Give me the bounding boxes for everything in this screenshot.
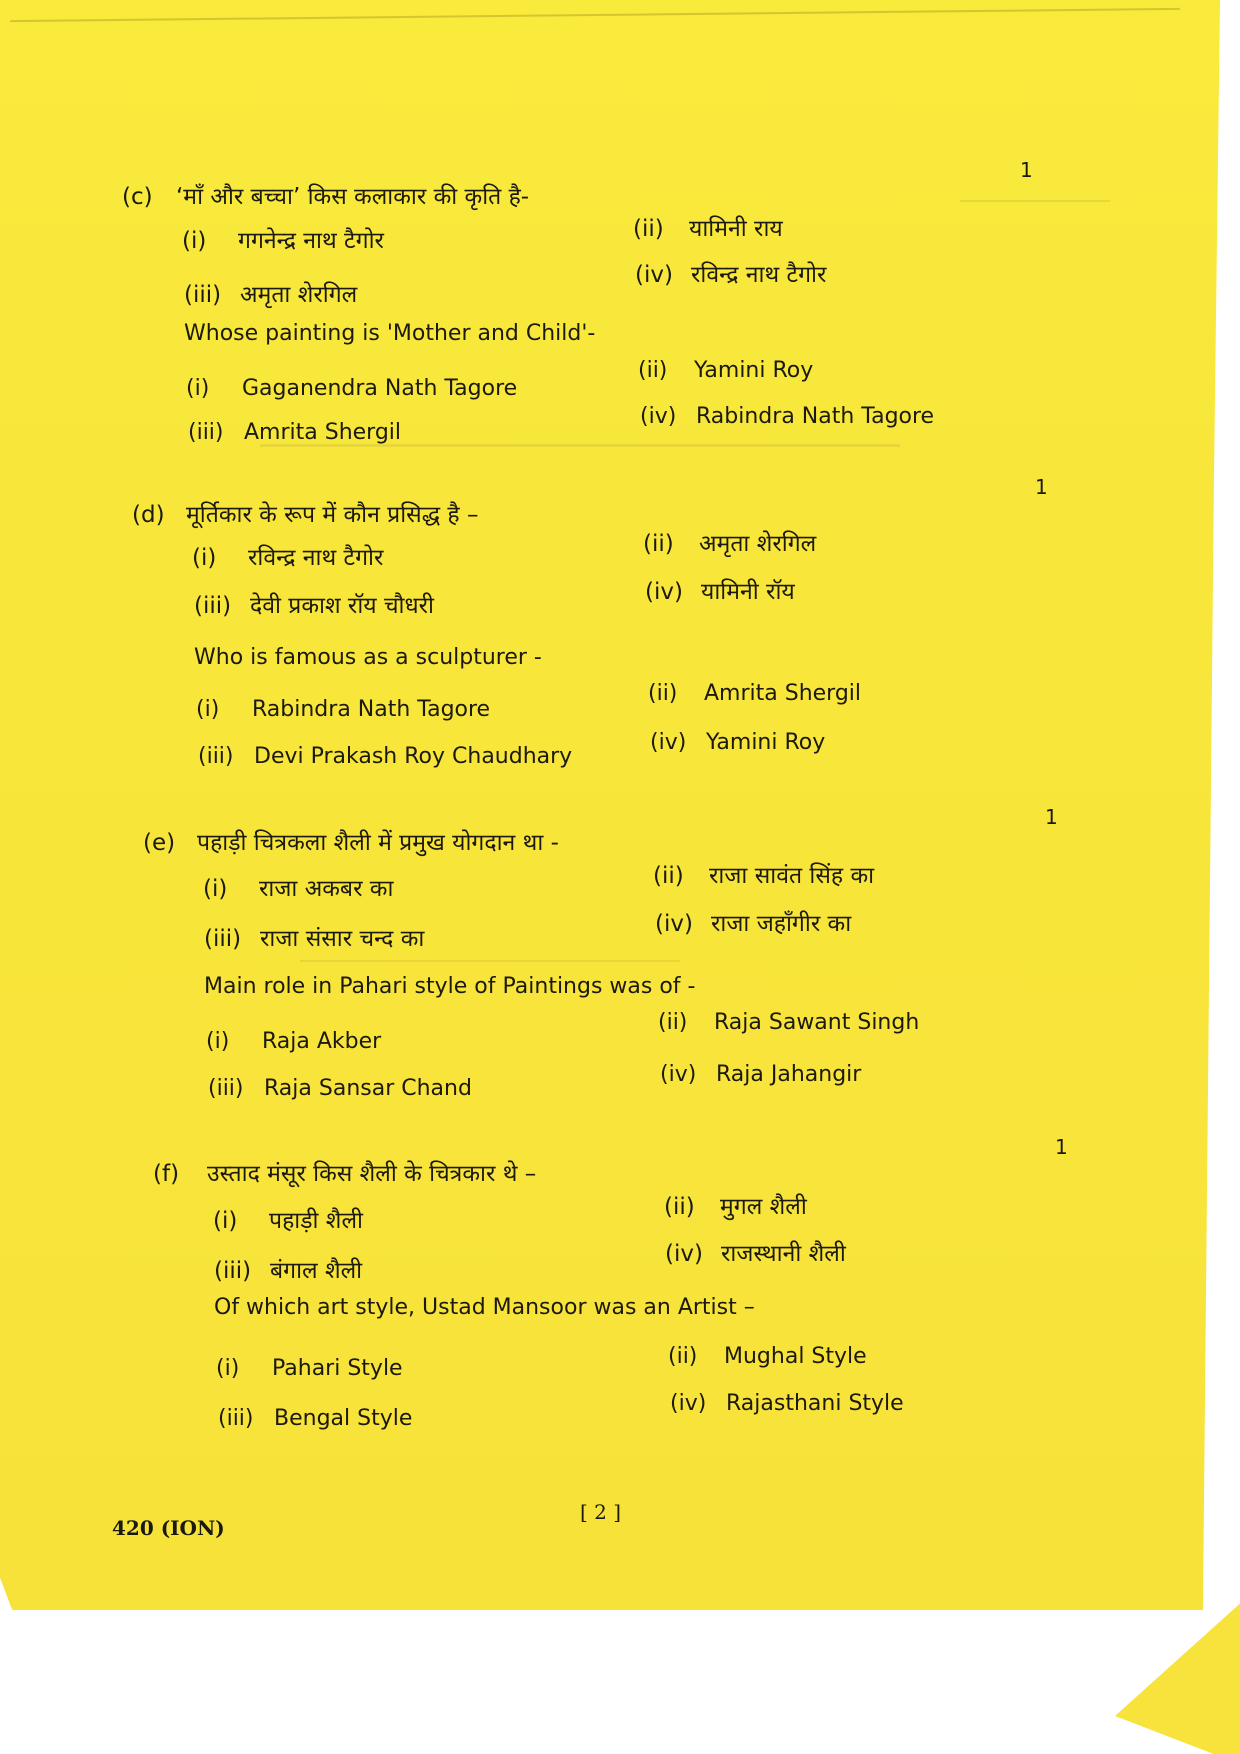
option-number: (ii)	[668, 1344, 698, 1369]
option-text: Raja Sansar Chand	[264, 1076, 472, 1101]
option-hindi	[214, 1260, 362, 1283]
option-text: पहाड़ी शैली	[269, 1208, 363, 1234]
option-hindi	[192, 547, 383, 570]
question-c-stem-english: Whose painting is 'Mother and Child'-	[184, 321, 596, 346]
option-english	[650, 732, 825, 754]
option-number: (ii)	[658, 1010, 688, 1035]
option-text: Devi Prakash Roy Chaudhary	[254, 744, 573, 769]
option-english	[670, 1393, 904, 1415]
option-text: Rabindra Nath Tagore	[252, 697, 491, 722]
option-number: (iii)	[218, 1406, 254, 1431]
option-number: (i)	[186, 376, 210, 401]
option-hindi	[194, 595, 434, 618]
question-d-stem-hindi	[132, 504, 478, 527]
question-c-stem-hindi	[122, 186, 529, 209]
option-hindi	[665, 1243, 846, 1266]
option-text: देवी प्रकाश रॉय चौधरी	[250, 593, 435, 619]
option-number: (ii)	[664, 1194, 695, 1220]
option-english	[198, 746, 572, 768]
option-text: Yamini Roy	[706, 730, 826, 755]
question-d-stem-english: Who is famous as a sculpturer -	[194, 645, 542, 670]
option-text: Amrita Shergil	[704, 681, 862, 706]
question-e-stem-hindi	[143, 832, 559, 855]
option-text: Rajasthani Style	[726, 1391, 904, 1416]
option-text: राजा सावंत सिंह का	[709, 863, 875, 889]
option-text: Yamini Roy	[694, 358, 814, 383]
option-english	[640, 406, 934, 428]
option-text: राजा संसार चन्द का	[260, 926, 425, 952]
option-number: (i)	[213, 1208, 238, 1234]
option-number: (iii)	[198, 744, 234, 769]
option-hindi	[645, 581, 795, 604]
question-e-stem-english: Main role in Pahari style of Paintings was of -	[204, 974, 696, 999]
option-text: Raja Akber	[262, 1029, 382, 1054]
option-text: Rabindra Nath Tagore	[696, 404, 935, 429]
question-stem: मूर्तिकार के रूप में कौन प्रसिद्ध है –	[186, 502, 479, 528]
question-f-stem-english: Of which art style, Ustad Mansoor was an Artist –	[214, 1295, 755, 1320]
question-c-marks: 1	[1020, 158, 1033, 182]
option-english	[638, 360, 813, 382]
question-label: (d)	[132, 502, 165, 528]
option-number: (ii)	[653, 863, 684, 889]
option-text: मुगल शैली	[720, 1194, 807, 1220]
option-text: रविन्द्र नाथ टैगोर	[691, 262, 827, 288]
option-number: (i)	[182, 228, 207, 254]
option-number: (iii)	[184, 282, 222, 308]
option-number: (iii)	[208, 1076, 244, 1101]
option-hindi	[204, 928, 424, 951]
option-number: (i)	[192, 545, 217, 571]
torn-paper-corner	[1115, 1590, 1240, 1754]
question-stem: उस्ताद मंसूर किस शैली के चित्रकार थे –	[207, 1161, 537, 1187]
option-hindi	[184, 284, 357, 307]
option-hindi	[635, 264, 826, 287]
option-text: अमृता शेरगिल	[240, 282, 358, 308]
option-english	[216, 1358, 403, 1380]
option-text: Pahari Style	[272, 1356, 403, 1381]
question-stem: पहाड़ी चित्रकला शैली में प्रमुख योगदान था -	[197, 830, 559, 856]
option-number: (ii)	[648, 681, 678, 706]
option-number: (iv)	[655, 911, 693, 937]
option-number: (iii)	[188, 420, 224, 445]
option-hindi	[633, 218, 783, 241]
option-number: (iii)	[194, 593, 232, 619]
bleed-through-shadow	[960, 170, 1110, 202]
question-label: (e)	[143, 830, 176, 856]
option-hindi	[653, 865, 874, 888]
question-e-marks: 1	[1045, 805, 1058, 829]
question-stem: ‘माँ और बच्चा’ किस कलाकार की कृति है-	[176, 184, 530, 210]
option-text: राजा जहाँगीर का	[711, 911, 852, 937]
option-number: (ii)	[643, 531, 674, 557]
option-english	[196, 699, 490, 721]
question-label: (f)	[153, 1161, 180, 1187]
option-number: (iv)	[645, 579, 683, 605]
option-text: रविन्द्र नाथ टैगोर	[248, 545, 384, 571]
option-text: यामिनी राय	[689, 216, 783, 242]
option-number: (iv)	[640, 404, 677, 429]
option-english	[206, 1031, 381, 1053]
option-number: (iv)	[665, 1241, 703, 1267]
option-number: (iv)	[670, 1391, 707, 1416]
question-f-stem-hindi	[153, 1163, 536, 1186]
option-english	[208, 1078, 472, 1100]
question-d-marks: 1	[1035, 475, 1048, 499]
option-text: Amrita Shergil	[244, 420, 402, 445]
option-text: गगनेन्द्र नाथ टैगोर	[238, 228, 384, 254]
option-english	[658, 1012, 919, 1034]
option-number: (i)	[196, 697, 220, 722]
option-hindi	[643, 533, 816, 556]
option-number: (ii)	[638, 358, 668, 383]
option-text: यामिनी रॉय	[701, 579, 795, 605]
option-hindi	[664, 1196, 807, 1219]
option-text: Mughal Style	[724, 1344, 867, 1369]
option-hindi	[655, 913, 851, 936]
option-english	[186, 378, 517, 400]
page-number: [ 2 ]	[580, 1500, 622, 1524]
option-english	[218, 1408, 412, 1430]
option-hindi	[213, 1210, 363, 1233]
option-english	[668, 1346, 867, 1368]
option-hindi	[182, 230, 384, 253]
option-text: राजस्थानी शैली	[721, 1241, 846, 1267]
option-english	[660, 1064, 861, 1086]
option-number: (iv)	[650, 730, 687, 755]
option-number: (iv)	[635, 262, 673, 288]
option-text: Raja Jahangir	[716, 1062, 862, 1087]
option-text: Gaganendra Nath Tagore	[242, 376, 518, 401]
paper-code: 420 (ION)	[112, 1516, 225, 1540]
question-label: (c)	[122, 184, 153, 210]
option-number: (iii)	[214, 1258, 252, 1284]
option-english	[648, 683, 861, 705]
option-text: Raja Sawant Singh	[714, 1010, 920, 1035]
option-number: (i)	[216, 1356, 240, 1381]
option-text: अमृता शेरगिल	[699, 531, 817, 557]
option-text: बंगाल शैली	[270, 1258, 363, 1284]
option-english	[188, 422, 401, 444]
question-f-marks: 1	[1055, 1135, 1068, 1159]
option-hindi	[203, 878, 393, 901]
option-number: (ii)	[633, 216, 664, 242]
option-number: (i)	[203, 876, 228, 902]
option-text: Bengal Style	[274, 1406, 413, 1431]
option-number: (i)	[206, 1029, 230, 1054]
option-number: (iv)	[660, 1062, 697, 1087]
option-text: राजा अकबर का	[259, 876, 394, 902]
option-number: (iii)	[204, 926, 242, 952]
